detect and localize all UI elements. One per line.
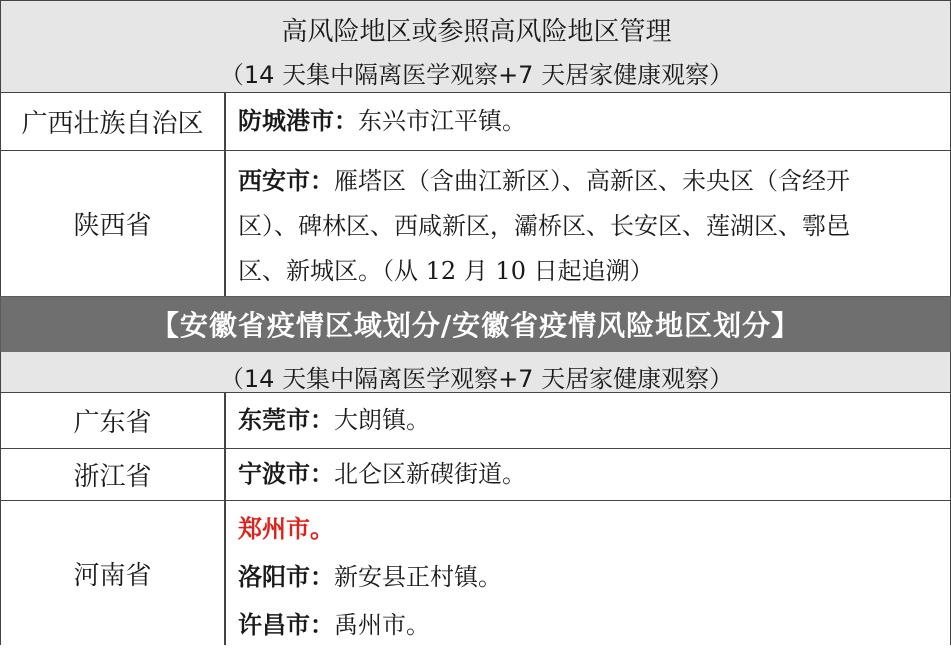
region-line <box>238 159 938 204</box>
region-line <box>238 505 938 553</box>
region-line <box>238 249 938 294</box>
region-line <box>238 204 938 249</box>
table-row <box>0 150 951 296</box>
province-cell: 河南省 <box>1 501 226 645</box>
district-text: 北仑区新碶街道。 <box>334 460 526 488</box>
province-cell: 广东省 <box>1 393 226 448</box>
district-text: 禹州市。 <box>334 611 430 639</box>
region-line <box>238 553 938 601</box>
header-subtitle: （14 天集中隔离医学观察+7 天居家健康观察） <box>219 61 734 89</box>
table-row <box>0 448 951 500</box>
city-name: 许昌市： <box>238 611 334 639</box>
province-cell: 浙江省 <box>1 449 226 500</box>
district-text: 东兴市江平镇。 <box>358 107 526 135</box>
province-cell: 陕西省 <box>1 151 226 296</box>
district-text: 区）、碑林区、西咸新区，灞桥区、长安区、莲湖区、鄠邑 <box>238 212 850 240</box>
district-text: 雁塔区（含曲江新区）、高新区、未央区（含经开 <box>334 167 850 195</box>
region-cell <box>238 505 938 649</box>
table-header-1 <box>0 0 951 92</box>
city-name: 宁波市： <box>238 460 334 488</box>
region-cell <box>238 398 938 443</box>
district-text: 区、新城区。（从 12 月 10 日起追溯） <box>238 257 654 285</box>
city-name-highlighted: 郑州市。 <box>238 515 334 543</box>
city-name: 东莞市： <box>238 406 334 434</box>
city-name: 西安市： <box>238 167 334 195</box>
title-banner: 【安徽省疫情区域划分/安徽省疫情风险地区划分】 <box>0 296 951 352</box>
city-name: 洛阳市： <box>238 563 334 591</box>
region-cell <box>238 452 938 497</box>
province-cell: 广西壮族自治区 <box>1 93 226 150</box>
district-text: 新安县正村镇。 <box>334 563 502 591</box>
city-name: 防城港市： <box>238 107 358 135</box>
table-row <box>0 92 951 150</box>
region-cell <box>238 99 938 144</box>
region-line <box>238 601 938 649</box>
header-subtitle: （14 天集中隔离医学观察+7 天居家健康观察） <box>219 365 734 393</box>
header-title: 高风险地区或参照高风险地区管理 <box>281 17 672 47</box>
table-row <box>0 500 951 645</box>
district-text: 大朗镇。 <box>334 406 430 434</box>
table-row <box>0 392 951 448</box>
region-cell <box>238 159 938 294</box>
